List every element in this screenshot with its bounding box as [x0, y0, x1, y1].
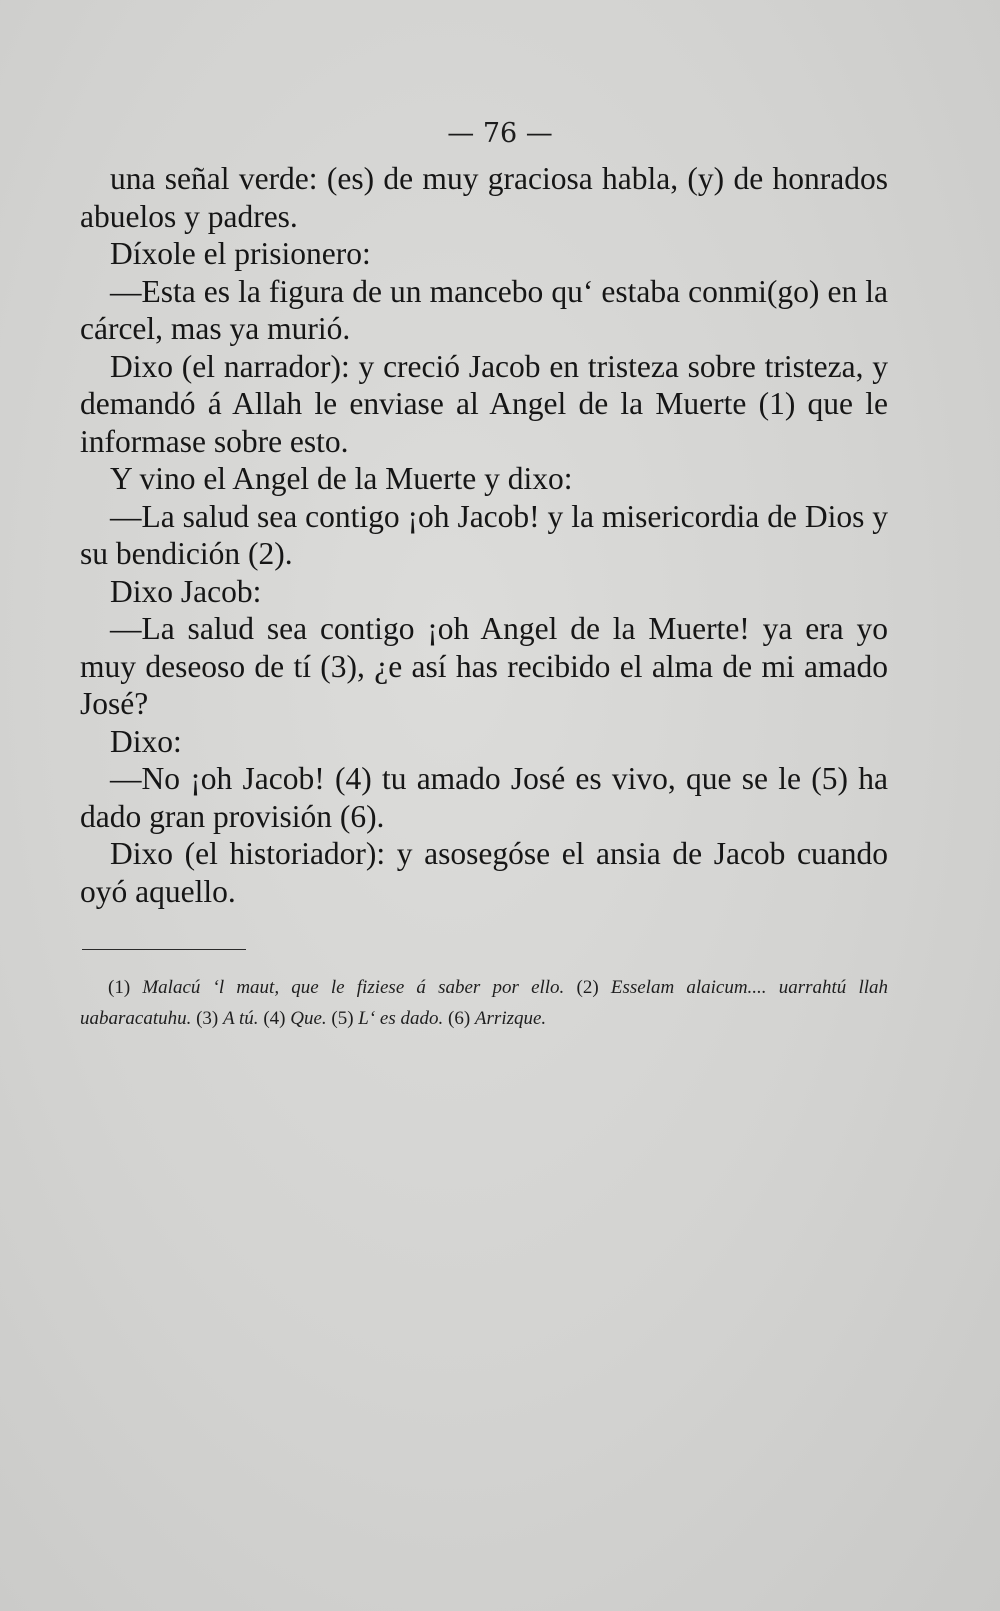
footnote-text: Que.: [290, 1008, 327, 1029]
paragraph: Dixo (el narrador): y creció Jacob en tristeza sobre tristeza, y demandó á Allah le enviase al Angel de la Muerte (1) que le informase sobre esto.: [80, 348, 888, 459]
page-number: — 76 —: [447, 118, 553, 149]
paragraph: Dixo:: [110, 723, 182, 759]
footnote-number: (4): [263, 1008, 286, 1029]
footnote-divider: [82, 949, 246, 950]
main-text: [80, 160, 888, 910]
footnote-text: L‘ es dado.: [358, 1008, 444, 1029]
paragraph: Díxole el prisionero:: [110, 236, 371, 271]
footnote-text: Arrizque.: [474, 1008, 547, 1029]
paragraph: una señal verde: (es) de muy graciosa habla, (y) de honrados abuelos y padres.: [80, 161, 888, 234]
paragraph: —La salud sea contigo ¡oh Jacob! y la misericordia de Dios y su bendición (2).: [80, 498, 888, 571]
footnotes: [80, 972, 888, 1034]
footnote-number: (5): [331, 1008, 354, 1029]
paragraph: Dixo Jacob:: [110, 573, 262, 609]
paragraph: —No ¡oh Jacob! (4) tu amado José es vivo, que se le (5) ha dado gran provisión (6).: [80, 761, 888, 834]
footnote-text: Esselam alaicum.... uarrahtú llah uabaracatuhu.: [80, 977, 889, 1029]
footnote-number: (6): [448, 1008, 471, 1029]
footnote-text: Malacú ‘l maut, que le fiziese á saber por ello.: [142, 977, 565, 998]
footnote-number: (1): [108, 977, 131, 998]
paragraph: Y vino el Angel de la Muerte y dixo:: [110, 461, 573, 496]
footnote-number: (3): [196, 1008, 219, 1029]
footnote-block: [80, 972, 888, 1034]
footnote-text: A tú.: [223, 1008, 259, 1029]
footnote-number: (2): [576, 977, 599, 998]
paragraph: —Esta es la figura de un mancebo qu‘ estaba conmi(go) en la cárcel, mas ya murió.: [80, 273, 888, 346]
paragraph: —La salud sea contigo ¡oh Angel de la Muerte! ya era yo muy deseoso de tí (3), ¿e así has recibido el alma de mi amado José?: [80, 611, 888, 721]
paragraph: Dixo (el historiador): y asosegóse el ansia de Jacob cuando oyó aquello.: [80, 836, 888, 909]
